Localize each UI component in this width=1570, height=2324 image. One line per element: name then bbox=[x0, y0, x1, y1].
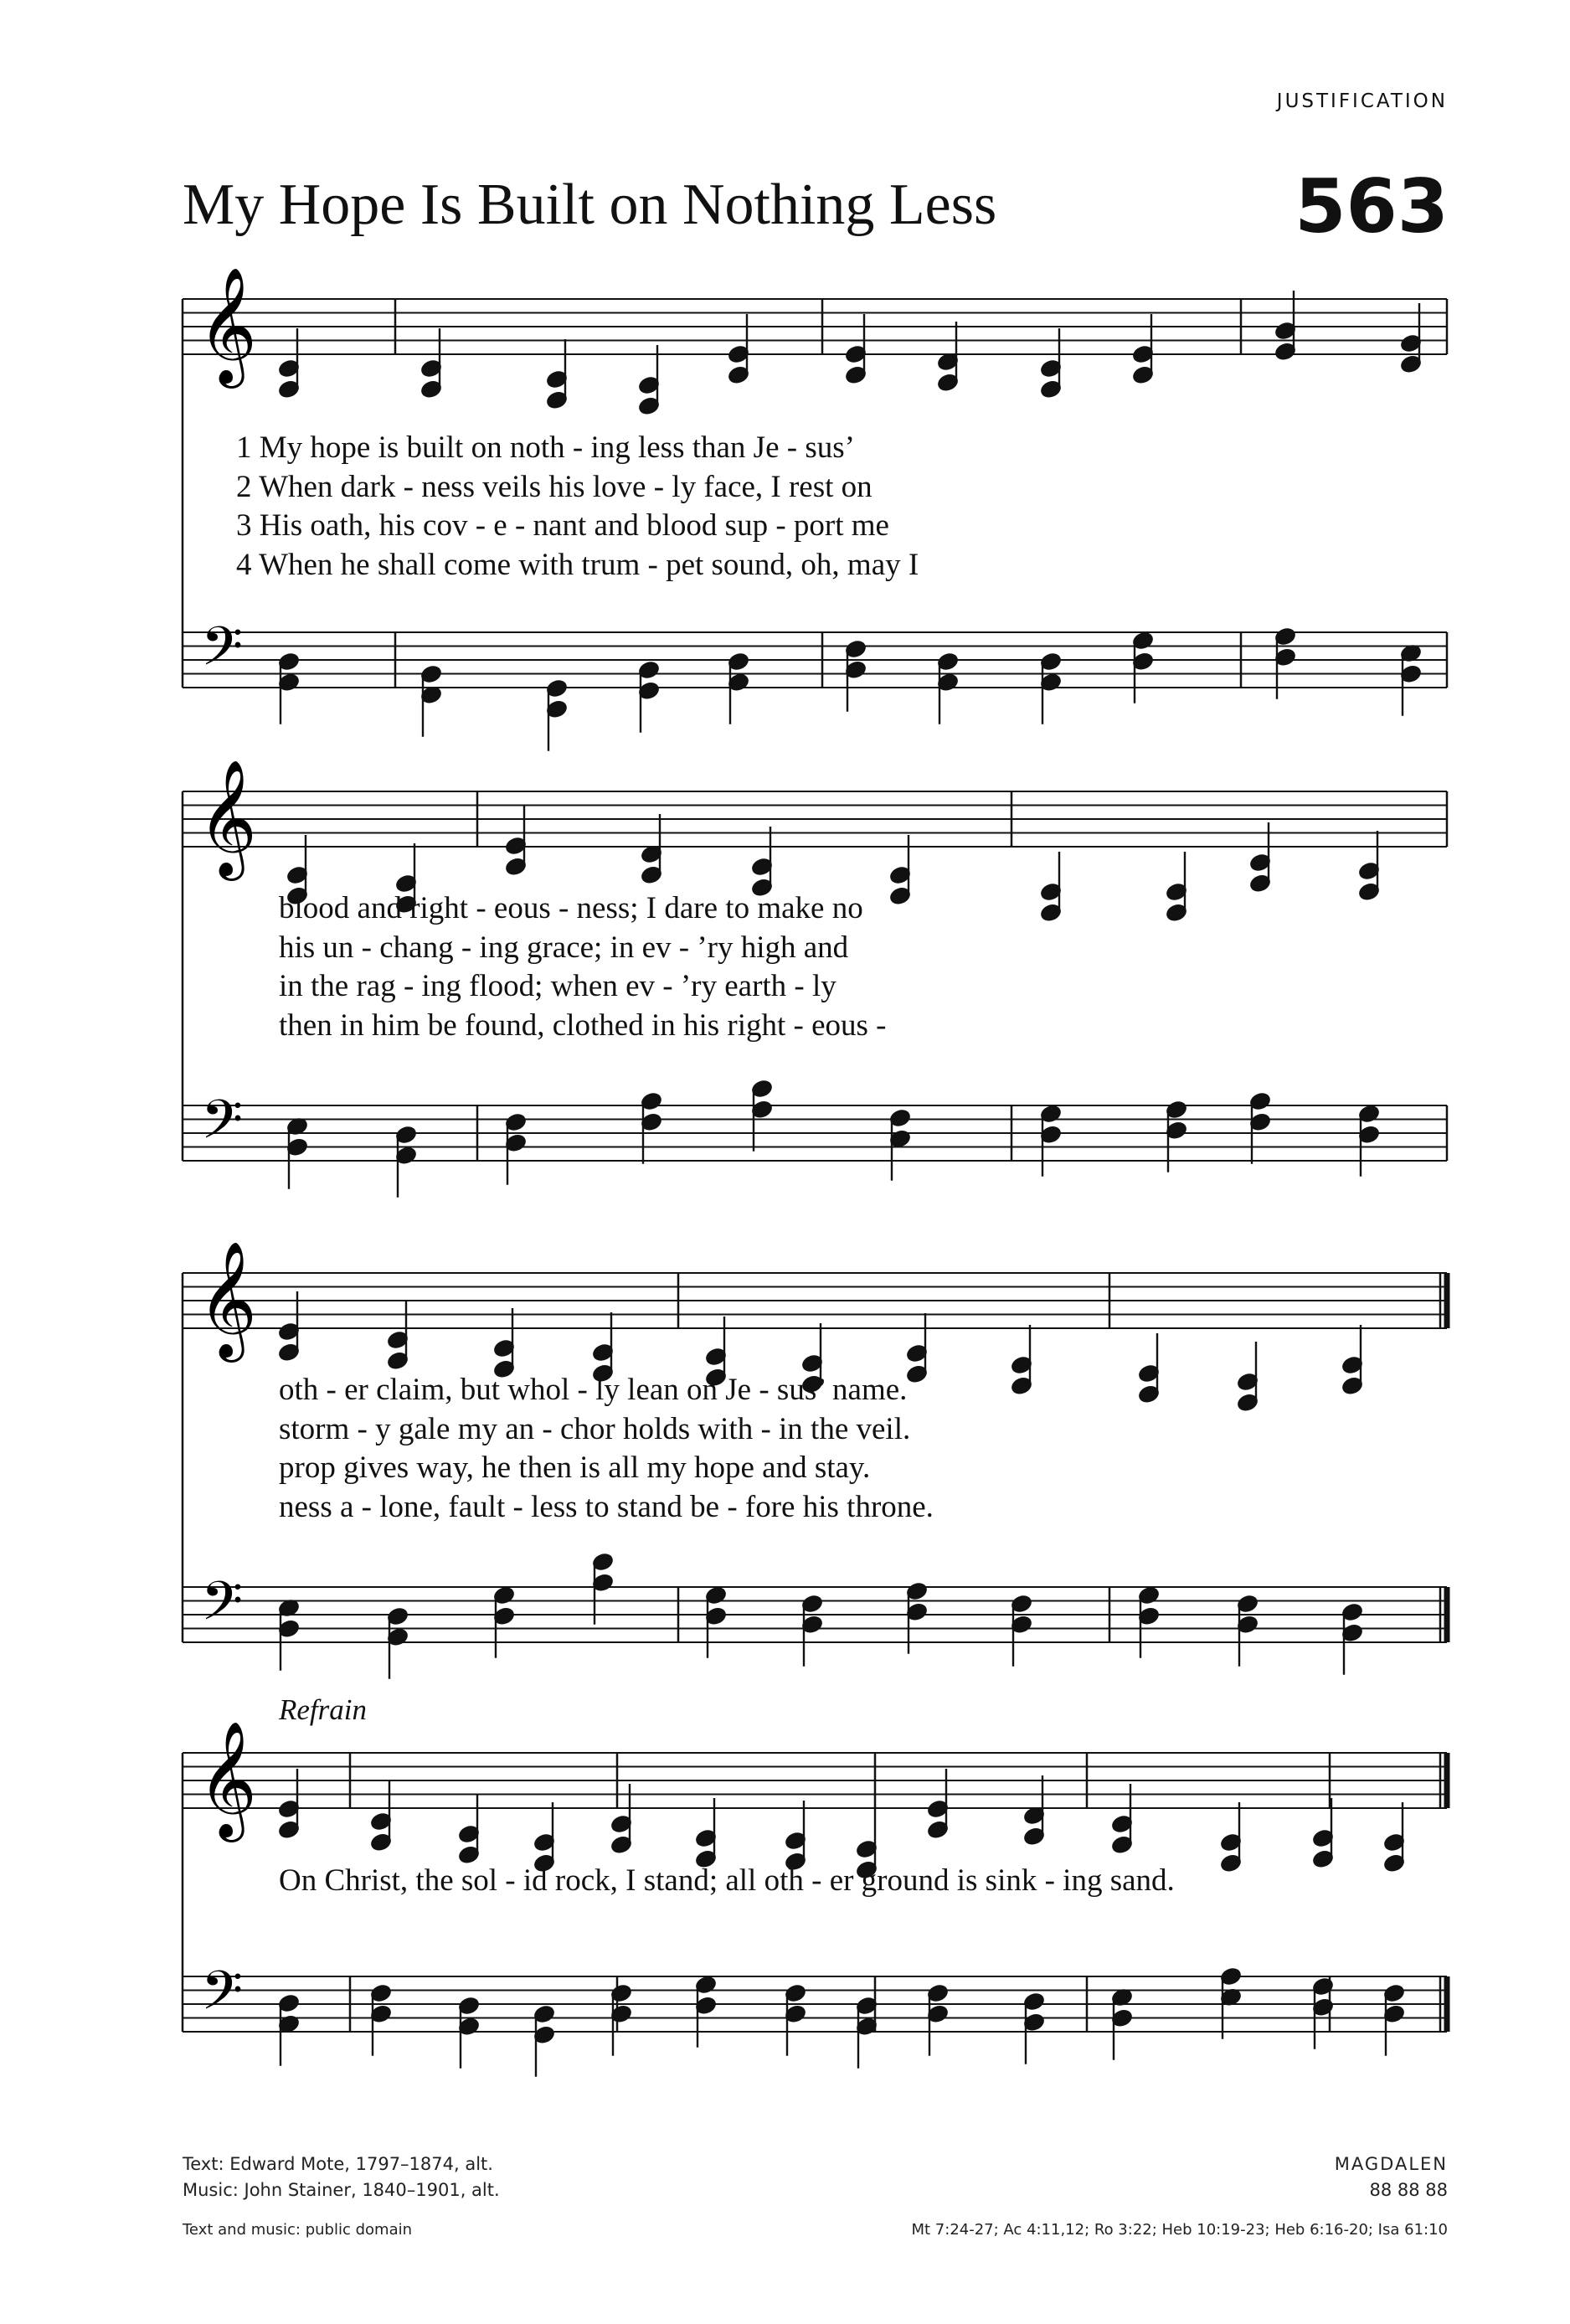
treble-clef-icon: 𝄞 bbox=[198, 760, 257, 876]
lyric-verse-3: 3 His oath, his cov - e - nant and blood sup - port me bbox=[236, 508, 889, 543]
bass-clef-icon: 𝄢 bbox=[201, 1570, 244, 1646]
tune-name: MAGDALEN bbox=[1334, 2154, 1448, 2174]
lyric-verse-4: ness a - lone, fault - less to stand be - fore his throne. bbox=[279, 1489, 934, 1524]
meter: 88 88 88 bbox=[1369, 2180, 1448, 2200]
text-credit: Text: Edward Mote, 1797–1874, alt. bbox=[183, 2154, 493, 2174]
lyric-verse-2: 2 When dark - ness veils his love - ly face, I rest on bbox=[236, 469, 873, 504]
lyric-verse-4: 4 When he shall come with trum - pet sound, oh, may I bbox=[236, 547, 919, 582]
lyrics-system-3 bbox=[279, 1371, 934, 1527]
treble-clef-icon: 𝄞 bbox=[198, 1721, 257, 1837]
section-heading: JUSTIFICATION bbox=[1276, 90, 1448, 112]
copyright-notice: Text and music: public domain bbox=[183, 2221, 413, 2239]
lyric-verse-2: storm - y gale my an - chor holds with - in the veil. bbox=[279, 1411, 911, 1446]
bass-clef-icon: 𝄢 bbox=[201, 616, 244, 692]
lyric-verse-3: prop gives way, he then is all my hope and stay. bbox=[279, 1451, 871, 1485]
scripture-references: Mt 7:24-27; Ac 4:11,12; Ro 3:22; Heb 10:19-23; Heb 6:16-20; Isa 61:10 bbox=[911, 2221, 1448, 2239]
treble-clef-icon: 𝄞 bbox=[198, 1241, 257, 1358]
lyric-verse-2: his un - chang - ing grace; in ev - ’ry high and bbox=[279, 930, 849, 965]
music-credit: Music: John Stainer, 1840–1901, alt. bbox=[183, 2180, 500, 2200]
lyric-verse-1: 1 My hope is built on noth - ing less than Je - sus’ bbox=[236, 430, 855, 465]
lyric-verse-4: then in him be found, clothed in his right - eous - bbox=[279, 1007, 887, 1043]
hymn-number: 563 bbox=[1295, 163, 1449, 250]
lyric-verse-1: oth - er claim, but whol - ly lean on Je - sus’ name. bbox=[279, 1373, 908, 1407]
bass-clef-icon: 𝄢 bbox=[201, 1089, 244, 1165]
lyrics-system-1 bbox=[236, 429, 919, 585]
lyric-verse-3: in the rag - ing flood; when ev - ’ry earth - ly bbox=[279, 969, 836, 1003]
treble-clef-icon: 𝄞 bbox=[198, 267, 257, 384]
lyrics-system-2 bbox=[279, 889, 887, 1045]
bass-clef-icon: 𝄢 bbox=[201, 1960, 244, 2036]
refrain-label: Refrain bbox=[279, 1693, 367, 1726]
lyric-verse-1: blood and right - eous - ness; I dare to make no bbox=[279, 891, 863, 925]
refrain-lyric: On Christ, the sol - id rock, I stand; all oth - er ground is sink - ing sand. bbox=[279, 1863, 1175, 1898]
hymn-title: My Hope Is Built on Nothing Less bbox=[183, 173, 997, 237]
